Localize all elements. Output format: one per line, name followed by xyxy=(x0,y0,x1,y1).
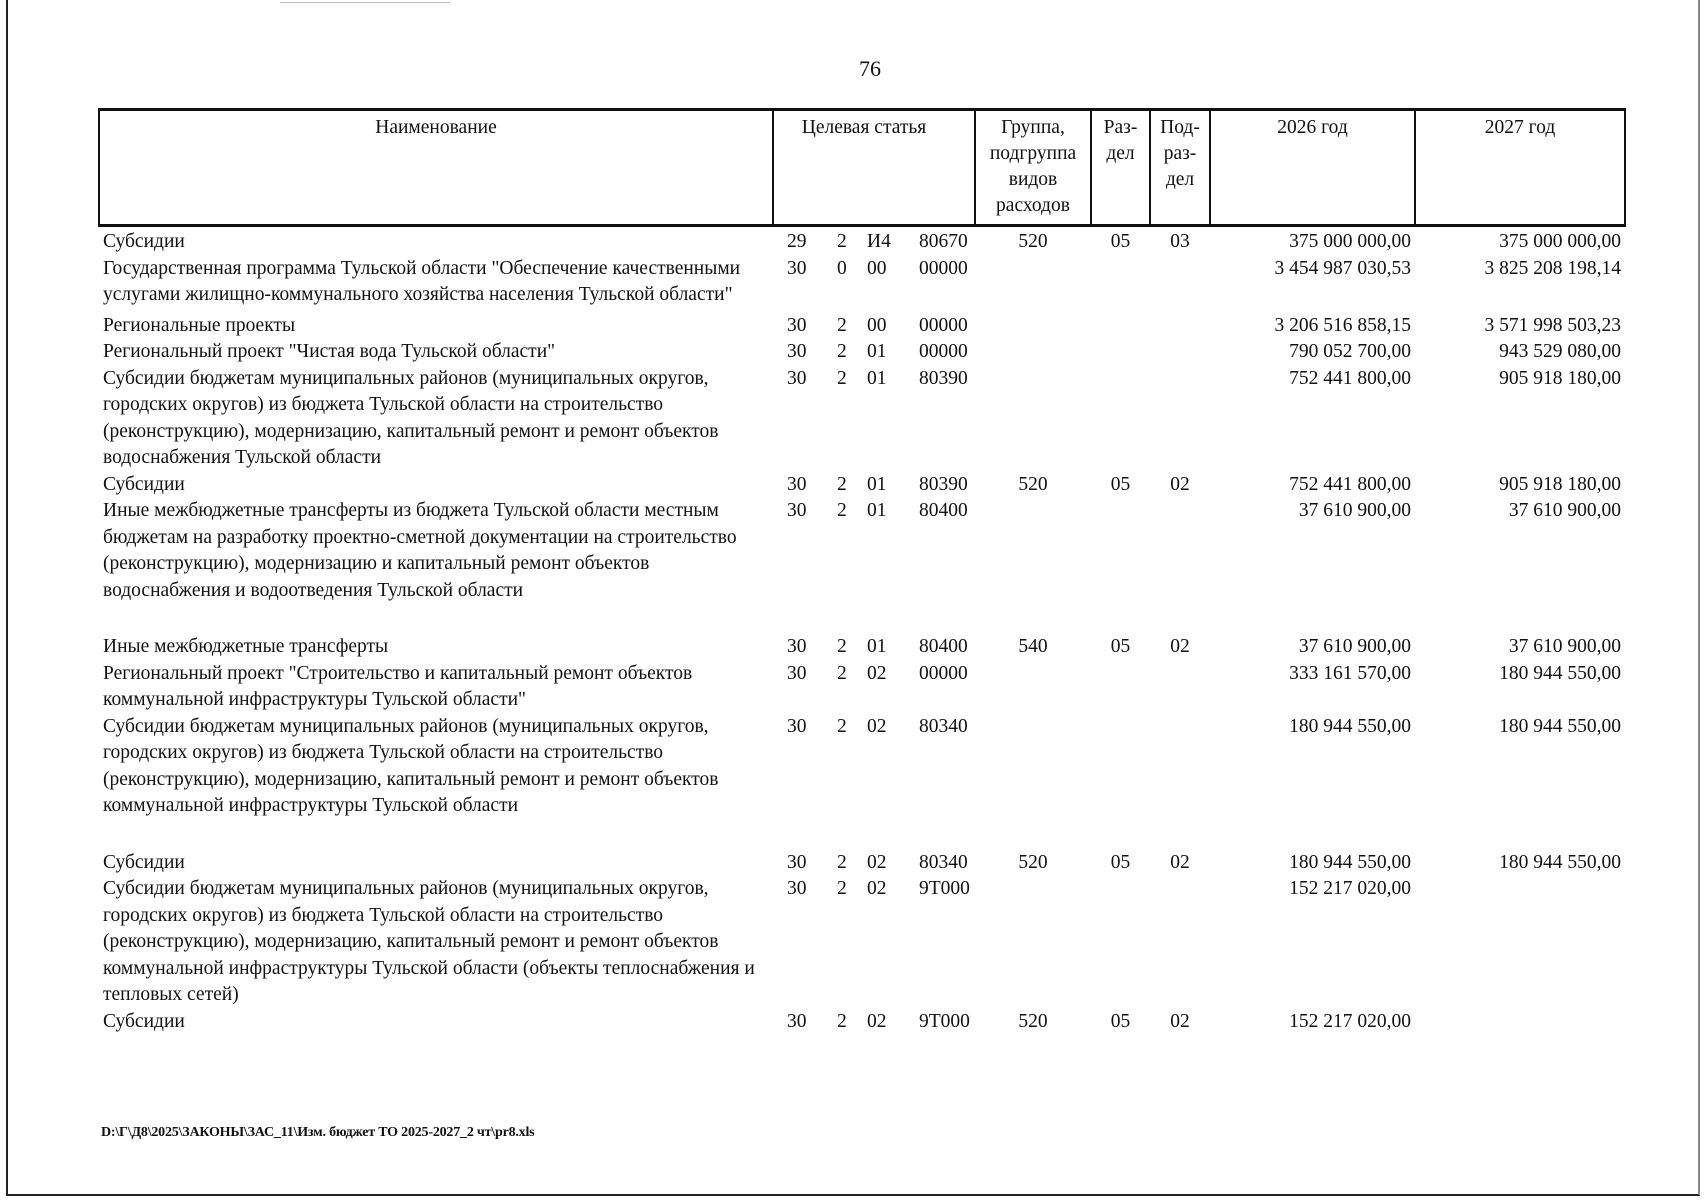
row-expense-group xyxy=(975,313,1091,340)
file-path-footer: D:\Г\Д8\2025\ЗАКОНЫ\ЗАС_11\Изм. бюджет ТО 2025-2027_2 чт\pr8.xls xyxy=(101,1125,535,1140)
row-name: Субсидии xyxy=(103,231,185,252)
row-target-program: 30 xyxy=(787,662,807,684)
row-subsection: 02 xyxy=(1170,851,1190,873)
row-amount-2026: 3 206 516 858,15 xyxy=(1274,314,1411,336)
row-target-project: 02 xyxy=(867,715,887,737)
row-target-program: 30 xyxy=(787,367,807,389)
row-target-program: 30 xyxy=(787,1010,807,1032)
row-amount-2027 xyxy=(1415,1009,1625,1036)
row-target-program: 30 xyxy=(787,341,807,362)
row-subsection: 02 xyxy=(1170,473,1190,495)
table-row xyxy=(99,313,1625,340)
row-section xyxy=(1091,313,1150,340)
row-amount-2027: 943 529 080,00 xyxy=(1499,341,1621,362)
row-target-program: 30 xyxy=(787,314,807,336)
table-row xyxy=(99,256,1625,313)
row-target-project: 01 xyxy=(867,341,887,362)
row-target-direction: 80400 xyxy=(919,500,968,521)
row-target-type: 2 xyxy=(837,341,847,362)
row-subsection xyxy=(1150,498,1210,634)
row-target-project: И4 xyxy=(867,231,891,252)
row-section xyxy=(1091,661,1150,714)
row-section xyxy=(1091,498,1150,634)
page-number: 76 xyxy=(859,56,881,81)
row-target-program: 30 xyxy=(787,851,807,873)
row-expense-group xyxy=(975,366,1091,472)
row-target-direction: 9Т000 xyxy=(919,878,970,899)
row-subsection xyxy=(1150,339,1210,366)
row-expense-group: 520 xyxy=(1018,1010,1048,1032)
scan-artifact-line xyxy=(280,2,450,3)
row-target-program: 30 xyxy=(787,715,807,737)
table-row xyxy=(99,661,1625,714)
row-amount-2027: 37 610 900,00 xyxy=(1508,500,1621,521)
header-subsection: Под-раз-дел xyxy=(1150,110,1210,226)
row-name: Субсидии xyxy=(103,473,185,495)
row-name: Региональные проекты xyxy=(103,314,296,336)
row-expense-group xyxy=(975,661,1091,714)
row-amount-2027: 3 825 208 198,14 xyxy=(1484,257,1621,279)
row-section: 05 xyxy=(1110,473,1131,495)
row-amount-2027: 905 918 180,00 xyxy=(1499,473,1621,495)
row-subsection xyxy=(1150,366,1210,472)
row-amount-2027: 375 000 000,00 xyxy=(1499,231,1621,252)
header-year-2027: 2027 год xyxy=(1415,110,1625,226)
row-amount-2026: 180 944 550,00 xyxy=(1289,851,1411,873)
row-section xyxy=(1091,366,1150,472)
row-amount-2027: 3 571 998 503,23 xyxy=(1484,314,1621,336)
row-name: Иные межбюджетные трансферты из бюджета Тульской области местным бюджетам на разработку проектно-сметной документации на строительство (реконструкцию), модернизацию и капитальный ремонт объектов водоснабжения и водоотведения Тульской области xyxy=(103,500,737,601)
row-name: Субсидии xyxy=(103,851,185,873)
row-target-program: 30 xyxy=(787,257,807,279)
row-target-type: 2 xyxy=(837,878,847,899)
table-row xyxy=(99,876,1625,1009)
row-amount-2026: 3 454 987 030,53 xyxy=(1274,257,1411,279)
row-amount-2027: 180 944 550,00 xyxy=(1499,662,1621,684)
row-target-type: 2 xyxy=(837,473,847,495)
row-name: Субсидии бюджетам муниципальных районов (муниципальных округов, городских округов) из бюджета Тульской области на строительство (реконструкцию), модернизацию, капитальный ремонт и ремонт объектов коммунальной инфраструктуры Тульской области xyxy=(103,715,719,816)
row-target-direction: 00000 xyxy=(919,341,968,362)
row-target-project: 02 xyxy=(867,851,887,873)
row-name: Субсидии бюджетам муниципальных районов (муниципальных округов, городских округов) из бюджета Тульской области на строительство (реконструкцию), модернизацию, капитальный ремонт и ремонт объектов коммунальной инфраструктуры Тульской области (объекты теплоснабжения и тепловых сетей) xyxy=(103,878,755,1005)
row-name: Иные межбюджетные трансферты xyxy=(103,636,389,657)
table-row xyxy=(99,226,1625,256)
row-target-direction: 00000 xyxy=(919,257,968,279)
row-subsection xyxy=(1150,876,1210,1009)
row-expense-group: 520 xyxy=(1018,851,1048,873)
row-target-project: 02 xyxy=(867,1010,887,1032)
row-section: 05 xyxy=(1110,231,1131,252)
row-target-project: 01 xyxy=(867,367,887,389)
row-target-direction: 80390 xyxy=(919,367,968,389)
row-target-direction: 80670 xyxy=(919,231,968,252)
row-expense-group: 520 xyxy=(1018,473,1048,495)
row-target-direction: 80390 xyxy=(919,473,968,495)
row-section xyxy=(1091,256,1150,313)
row-target-type: 2 xyxy=(837,636,847,657)
row-target-project: 01 xyxy=(867,636,887,657)
row-target-type: 2 xyxy=(837,231,847,252)
row-target-project: 01 xyxy=(867,500,887,521)
row-expense-group xyxy=(975,714,1091,850)
table-body xyxy=(99,226,1625,1036)
table-row xyxy=(99,339,1625,366)
header-name: Наименование xyxy=(99,110,773,226)
row-amount-2026: 790 052 700,00 xyxy=(1289,341,1411,362)
row-expense-group xyxy=(975,876,1091,1009)
row-section: 05 xyxy=(1110,636,1131,657)
row-amount-2026: 333 161 570,00 xyxy=(1289,662,1411,684)
row-amount-2026: 752 441 800,00 xyxy=(1289,473,1411,495)
row-subsection xyxy=(1150,714,1210,850)
row-target-direction: 80340 xyxy=(919,851,968,873)
row-amount-2026: 375 000 000,00 xyxy=(1289,231,1411,252)
row-expense-group: 520 xyxy=(1018,231,1048,252)
row-subsection: 02 xyxy=(1170,636,1190,657)
row-amount-2026: 180 944 550,00 xyxy=(1289,715,1411,737)
row-target-type: 2 xyxy=(837,1010,847,1032)
row-expense-group xyxy=(975,498,1091,634)
row-target-project: 00 xyxy=(867,314,887,336)
row-amount-2026: 752 441 800,00 xyxy=(1289,367,1411,389)
row-section xyxy=(1091,339,1150,366)
row-target-project: 02 xyxy=(867,662,887,684)
row-expense-group xyxy=(975,339,1091,366)
header-year-2026: 2026 год xyxy=(1210,110,1415,226)
row-section: 05 xyxy=(1110,851,1131,873)
row-subsection xyxy=(1150,256,1210,313)
table-row xyxy=(99,498,1625,634)
row-target-type: 2 xyxy=(837,715,847,737)
row-target-type: 2 xyxy=(837,367,847,389)
table-row xyxy=(99,714,1625,850)
row-target-direction: 00000 xyxy=(919,662,968,684)
row-target-direction: 9Т000 xyxy=(919,1010,970,1032)
row-amount-2027: 180 944 550,00 xyxy=(1499,851,1621,873)
header-expense-group: Группа, подгруппа видов расходов xyxy=(975,110,1091,226)
row-target-direction: 80340 xyxy=(919,715,968,737)
row-target-program: 30 xyxy=(787,636,807,657)
row-target-direction: 00000 xyxy=(919,314,968,336)
row-name: Субсидии бюджетам муниципальных районов (муниципальных округов, городских округов) из бюджета Тульской области на строительство (реконструкцию), модернизацию, капитальный ремонт и ремонт объектов водоснабжения Тульской области xyxy=(103,367,719,468)
table-header-row xyxy=(99,110,1625,226)
table-row xyxy=(99,850,1625,877)
table-row xyxy=(99,472,1625,499)
row-target-type: 2 xyxy=(837,851,847,873)
row-target-direction: 80400 xyxy=(919,636,968,657)
row-target-project: 01 xyxy=(867,473,887,495)
row-expense-group: 540 xyxy=(1018,636,1048,657)
header-target-article: Целевая статья xyxy=(773,110,975,226)
row-subsection xyxy=(1150,313,1210,340)
row-target-project: 00 xyxy=(867,257,887,279)
row-amount-2027: 905 918 180,00 xyxy=(1499,367,1621,389)
row-subsection: 03 xyxy=(1170,231,1190,252)
row-amount-2026: 152 217 020,00 xyxy=(1289,878,1411,899)
row-section xyxy=(1091,876,1150,1009)
row-target-program: 30 xyxy=(787,878,807,899)
row-name: Субсидии xyxy=(103,1010,185,1032)
row-name: Региональный проект "Чистая вода Тульской области" xyxy=(103,341,556,362)
table-row xyxy=(99,634,1625,661)
row-amount-2027: 180 944 550,00 xyxy=(1499,715,1621,737)
row-name: Региональный проект "Строительство и капитальный ремонт объектов коммунальной инфраструктуры Тульской области" xyxy=(103,662,693,710)
row-target-type: 2 xyxy=(837,314,847,336)
row-target-project: 02 xyxy=(867,878,887,899)
row-amount-2026: 37 610 900,00 xyxy=(1298,636,1411,657)
row-target-type: 0 xyxy=(837,257,847,279)
row-section xyxy=(1091,714,1150,850)
row-target-program: 30 xyxy=(787,500,807,521)
row-subsection: 02 xyxy=(1170,1010,1190,1032)
row-expense-group xyxy=(975,256,1091,313)
table-row xyxy=(99,1009,1625,1036)
row-subsection xyxy=(1150,661,1210,714)
budget-table xyxy=(98,108,1626,1035)
row-section: 05 xyxy=(1110,1010,1131,1032)
table-row xyxy=(99,366,1625,472)
row-name: Государственная программа Тульской области "Обеспечение качественными услугами жилищно-коммунального хозяйства населения Тульской области" xyxy=(103,257,741,305)
row-target-type: 2 xyxy=(837,662,847,684)
header-section: Раз-дел xyxy=(1091,110,1150,226)
row-target-program: 30 xyxy=(787,473,807,495)
row-amount-2026: 152 217 020,00 xyxy=(1289,1010,1411,1032)
row-amount-2027: 37 610 900,00 xyxy=(1508,636,1621,657)
row-target-program: 29 xyxy=(787,231,807,252)
row-amount-2026: 37 610 900,00 xyxy=(1298,500,1411,521)
row-target-type: 2 xyxy=(837,500,847,521)
row-amount-2027 xyxy=(1415,876,1625,1009)
